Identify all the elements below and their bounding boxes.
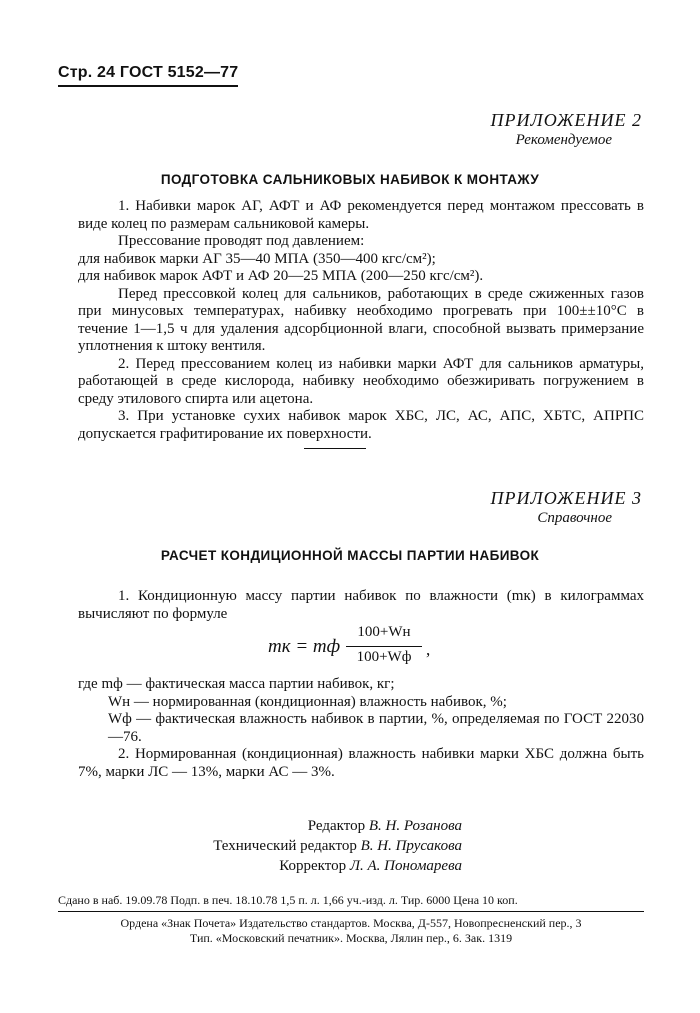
- credits: [200, 818, 462, 875]
- imprint-line-1: Сдано в наб. 19.09.78 Подп. в печ. 18.10.78 1,5 п. л. 1,66 уч.-изд. л. Тир. 6000 Цена 10 коп.: [58, 893, 518, 907]
- appendix-3-intro: [78, 588, 644, 623]
- paragraph: Прессование проводят под давлением:: [118, 233, 365, 249]
- paragraph: 2. Нормированная (кондиционная) влажность набивки марки ХБС должна быть 7%, марки ЛС — 13%, марки АС — 3%.: [78, 746, 644, 780]
- paragraph: для набивок марки АГ 35—40 МПА (350—400 кгс/см²);: [78, 250, 436, 267]
- where-list: [78, 676, 644, 781]
- where-item: Wн — нормированная (кондиционная) влажность набивок, %;: [108, 693, 507, 710]
- credit-line: [200, 818, 462, 835]
- appendix-2-body: [78, 198, 644, 443]
- appendix-3-status: Справочное: [537, 510, 612, 526]
- imprint-rule: [58, 911, 644, 912]
- formula-comma: ,: [426, 640, 431, 659]
- credit-role: Редактор: [307, 818, 366, 834]
- formula-numerator: 100+Wн: [357, 624, 411, 640]
- paragraph: 1. Набивки марок АГ, АФТ и АФ рекомендуется перед монтажом прессовать в виде колец по размерам сальниковой камеры.: [78, 198, 644, 232]
- paragraph: Перед прессовкой колец для сальников, работающих в среде сжиженных газов при минусовых температурах, набивку необходимо прогревать при 100±±10°С в течение 1—1,5 ч для удаления адсорбционной влаги, способной вызвать примерзание уплотнения к штоку вентиля.: [78, 285, 644, 354]
- credit-name: В. Н. Прусакова: [360, 838, 462, 854]
- where-item: где mф — фактическая масса партии набивок, кг;: [78, 676, 395, 692]
- fraction-bar: [346, 646, 422, 647]
- paragraph: 1. Кондиционную массу партии набивок по влажности (mк) в килограммах вычисляют по формуле: [78, 588, 644, 622]
- section-divider: [304, 448, 366, 449]
- where-item: Wф — фактическая влажность набивок в партии, %, определяемая по ГОСТ 22030—76.: [108, 711, 644, 745]
- credit-name: Л. А. Пономарева: [349, 858, 462, 874]
- imprint-line-3: Тип. «Московский печатник». Москва, Лялин пер., 6. Зак. 1319: [189, 931, 513, 945]
- credit-role: Корректор: [279, 858, 347, 874]
- paragraph: для набивок марок АФТ и АФ 20—25 МПА (200—250 кгс/см²).: [78, 268, 484, 284]
- paragraph: 3. При установке сухих набивок марок ХБС, ЛС, АС, АПС, ХБТС, АПРПС допускается графитирование их поверхности.: [78, 408, 644, 442]
- header-rule: [58, 85, 238, 87]
- appendix-2-status: Рекомендуемое: [515, 132, 612, 148]
- paragraph: 2. Перед прессованием колец из набивки марки АФТ для сальников арматуры, работающей в среде кислорода, набивку необходимо обезжиривать погружением в среду этилового спирта или ацетона.: [78, 355, 644, 407]
- imprint-line-2: Ордена «Знак Почета» Издательство стандартов. Москва, Д-557, Новопресненский пер., 3: [120, 916, 582, 930]
- appendix-3-title: РАСЧЕТ КОНДИЦИОННОЙ МАССЫ ПАРТИИ НАБИВОК: [160, 548, 540, 563]
- formula-lhs: mк = mф: [268, 636, 341, 657]
- formula-denominator: 100+Wф: [356, 649, 412, 665]
- appendix-3-label: ПРИЛОЖЕНИЕ 3: [490, 488, 642, 508]
- appendix-2-label: ПРИЛОЖЕНИЕ 2: [490, 110, 642, 130]
- credit-role: Технический редактор: [213, 838, 357, 854]
- page-header: Стр. 24 ГОСТ 5152—77: [58, 64, 239, 81]
- appendix-2-title: ПОДГОТОВКА САЛЬНИКОВЫХ НАБИВОК К МОНТАЖУ: [160, 172, 540, 187]
- credit-name: В. Н. Розанова: [368, 818, 462, 834]
- formula: [268, 622, 468, 672]
- credit-line: [200, 838, 462, 855]
- credit-line: [200, 858, 462, 875]
